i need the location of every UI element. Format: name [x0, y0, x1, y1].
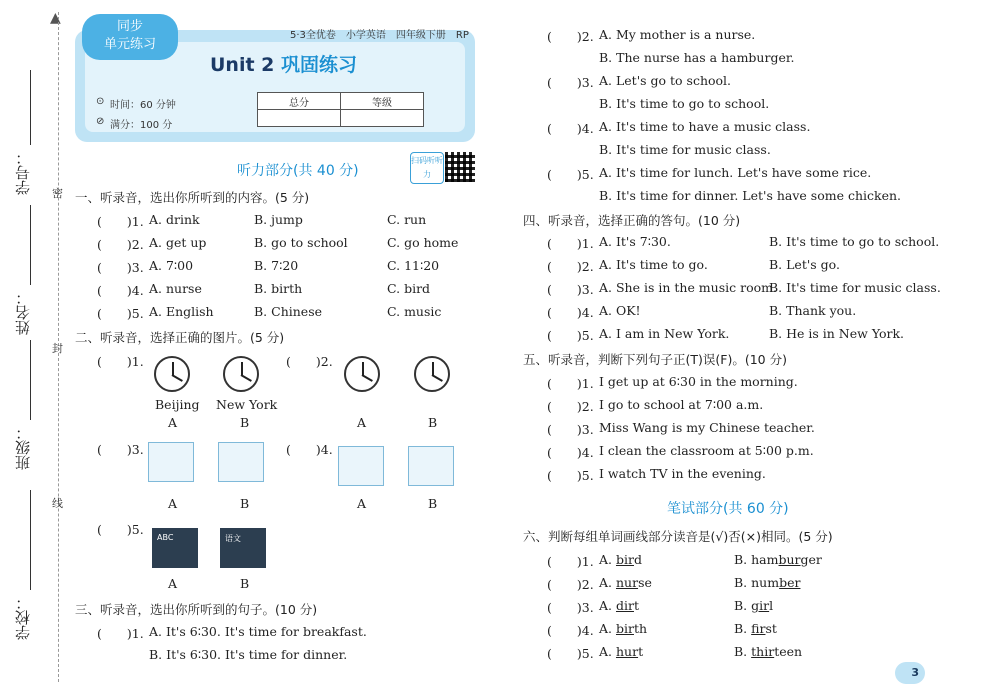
s5-sentence: I get up at 6∶30 in the morning.: [599, 374, 798, 389]
s3-q1-number[interactable]: ( )1.: [97, 626, 144, 641]
s1-option-b[interactable]: B. Chinese: [254, 304, 323, 319]
page-title: [210, 50, 357, 77]
english-class-picture: [152, 528, 198, 568]
s4-option-b[interactable]: B. He is in New York.: [769, 326, 905, 341]
s4-question-number[interactable]: ( )3.: [547, 282, 594, 297]
s1-option-b[interactable]: B. 7∶20: [254, 258, 299, 273]
score-header-total: 总分: [258, 93, 341, 110]
s6-word-a: [599, 598, 639, 613]
s3-option-b[interactable]: B. It's time for dinner. Let's have some chicken.: [599, 188, 902, 203]
s1-option-a[interactable]: A. 7∶00: [149, 258, 194, 273]
s2-q5-option-a[interactable]: A: [168, 576, 178, 591]
bedtime-picture: [148, 442, 194, 482]
s5-question-number[interactable]: ( )4.: [547, 445, 594, 460]
s1-question-number[interactable]: ( )4.: [97, 283, 144, 298]
s1-option-a[interactable]: A. English: [149, 304, 214, 319]
s6-word-a: [599, 552, 642, 567]
s1-option-b[interactable]: B. birth: [254, 281, 303, 296]
s4-question-number[interactable]: ( )2.: [547, 259, 594, 274]
s3-option-a[interactable]: A. It's time for lunch. Let's have some rice.: [599, 165, 872, 180]
seal-mi: 密: [52, 187, 63, 200]
s2-q2-option-a[interactable]: A: [357, 415, 367, 430]
s1-option-a[interactable]: A. get up: [149, 235, 207, 250]
name-line: [30, 205, 31, 285]
s5-sentence: I watch TV in the evening.: [599, 466, 766, 481]
s6-question-number[interactable]: ( )3.: [547, 600, 594, 615]
s3-option-a[interactable]: A. My mother is a nurse.: [599, 27, 756, 42]
s6-word-a: [599, 575, 652, 590]
s6-word-b-pre: B.: [734, 644, 752, 659]
s2-q3-option-a[interactable]: A: [168, 496, 178, 511]
s6-word-b-ul: bur: [778, 552, 801, 567]
s2-q1-option-a[interactable]: A: [168, 415, 178, 430]
section6-heading: 六、判断每组单词画线部分读音是(√)否(×)相同。(5 分): [523, 529, 833, 544]
s1-option-c[interactable]: C. run: [387, 212, 427, 227]
s3-q1-option-b[interactable]: B. It's 6∶30. It's time for dinner.: [149, 647, 348, 662]
s1-question-number[interactable]: ( )5.: [97, 306, 144, 321]
s2-q2-option-b[interactable]: B: [428, 415, 438, 430]
s4-question-number[interactable]: ( )5.: [547, 328, 594, 343]
clock-icon: ⊙: [96, 96, 105, 107]
s6-word-a-ul: bir: [615, 552, 634, 567]
check-icon: ⊘: [96, 116, 105, 127]
score-header-grade: 等级: [341, 93, 424, 110]
section4-heading: 四、听录音，选择正确的答句。(10 分): [523, 213, 741, 228]
seal-xian: 线: [52, 497, 63, 510]
s6-word-a-post: se: [638, 575, 652, 590]
s1-option-c[interactable]: C. music: [387, 304, 442, 319]
s1-option-a[interactable]: A. nurse: [149, 281, 202, 296]
s2-label-newyork: New York: [216, 397, 278, 412]
s3-option-b[interactable]: B. It's time for music class.: [599, 142, 771, 157]
yuwen-board-text: 语文: [225, 534, 241, 543]
page-number: 3: [895, 662, 925, 684]
s2-q5-option-b[interactable]: B: [240, 576, 250, 591]
s5-sentence: I clean the classroom at 5∶00 p.m.: [599, 443, 814, 458]
s3-q1-option-a[interactable]: A. It's 6∶30. It's time for breakfast.: [149, 624, 367, 639]
s2-q4-option-a[interactable]: A: [357, 496, 367, 511]
s6-word-b: [734, 598, 773, 613]
score-table: [257, 92, 424, 127]
s2-q5-number[interactable]: ( )5.: [97, 522, 144, 537]
s6-word-b-post: ger: [800, 552, 822, 567]
s4-option-a[interactable]: A. It's time to go.: [599, 257, 708, 272]
s6-word-b-pre: B.: [734, 621, 752, 636]
binding-strip: [0, 0, 70, 693]
s6-word-a: [599, 621, 647, 636]
s5-sentence: Miss Wang is my Chinese teacher.: [599, 420, 815, 435]
unit-number: Unit 2: [210, 54, 275, 76]
chinese-class-picture: [220, 528, 266, 568]
clock-icon: [344, 356, 380, 392]
section2-heading: 二、听录音，选择正确的图片。(5 分): [75, 330, 285, 345]
s2-q3-option-b[interactable]: B: [240, 496, 250, 511]
s1-option-c[interactable]: C. go home: [387, 235, 459, 250]
s6-question-number[interactable]: ( )4.: [547, 623, 594, 638]
rocket-icon: ▲: [50, 10, 61, 26]
s3-question-number[interactable]: ( )5.: [547, 167, 594, 182]
s6-word-a-post: t: [638, 644, 644, 659]
abc-board-text: ABC: [157, 533, 174, 542]
s1-question-number[interactable]: ( )2.: [97, 237, 144, 252]
badge-line1: 同步: [116, 19, 143, 34]
series-label: 5·3全优卷 小学英语 四年级下册 RP: [290, 30, 469, 41]
s3-option-a[interactable]: A. Let's go to school.: [599, 73, 732, 88]
s6-word-a-ul: hur: [615, 644, 639, 659]
s6-word-a-pre: A.: [599, 621, 616, 636]
s2-q4-option-b[interactable]: B: [428, 496, 438, 511]
clock-icon: [154, 356, 190, 392]
s1-option-c[interactable]: C. 11∶20: [387, 258, 440, 273]
s6-word-b-pre: B. num: [734, 575, 780, 590]
s1-question-number[interactable]: ( )3.: [97, 260, 144, 275]
s6-word-b: [734, 621, 777, 636]
name-label: 姓名：: [14, 290, 32, 335]
s6-word-a-post: t: [633, 598, 639, 613]
s2-q4-number[interactable]: ( )4.: [286, 442, 333, 457]
class-line: [30, 340, 31, 420]
s6-word-a-ul: dir: [615, 598, 634, 613]
s6-word-a-pre: A.: [599, 598, 616, 613]
s6-question-number[interactable]: ( )1.: [547, 554, 594, 569]
seal-feng: 封: [52, 342, 63, 355]
badge-line2: 单元练习: [103, 37, 156, 52]
section3-heading: 三、听录音，选出你所听到的句子。(10 分): [75, 602, 318, 617]
s4-option-a[interactable]: A. It's 7∶30.: [599, 234, 671, 249]
student-no-line: [30, 70, 31, 145]
piano-picture: [408, 446, 454, 486]
s6-word-a: [599, 644, 643, 659]
s1-option-c[interactable]: C. bird: [387, 281, 431, 296]
s6-word-b-pre: B.: [734, 598, 752, 613]
s3-question-number[interactable]: ( )2.: [547, 29, 594, 44]
s2-q3-number[interactable]: ( )3.: [97, 442, 144, 457]
school-line: [30, 490, 31, 590]
s1-question-number[interactable]: ( )1.: [97, 214, 144, 229]
s2-label-beijing: Beijing: [155, 397, 200, 412]
s6-word-b-ul: fir: [751, 621, 766, 636]
s2-q1-number[interactable]: ( )1.: [97, 354, 144, 369]
s6-word-a-pre: A.: [599, 644, 616, 659]
s1-option-a[interactable]: A. drink: [149, 212, 200, 227]
s1-option-b[interactable]: B. go to school: [254, 235, 348, 250]
score-cell-grade[interactable]: [341, 110, 424, 127]
s4-question-number[interactable]: ( )4.: [547, 305, 594, 320]
s6-word-b-ul: ber: [779, 575, 801, 590]
s6-word-a-post: d: [633, 552, 642, 567]
student-no-label: 学号：: [14, 150, 32, 195]
s5-question-number[interactable]: ( )5.: [547, 468, 594, 483]
s5-question-number[interactable]: ( )2.: [547, 399, 594, 414]
qr-code-icon[interactable]: [445, 152, 475, 182]
section5-heading: 五、听录音，判断下列句子正(T)误(F)。(10 分): [523, 352, 787, 367]
s6-word-b-post: l: [769, 598, 774, 613]
s3-option-b[interactable]: B. It's time to go to school.: [599, 96, 770, 111]
s5-question-number[interactable]: ( )3.: [547, 422, 594, 437]
s6-word-b-ul: thir: [751, 644, 775, 659]
listening-heading: 听力部分(共 40 分): [237, 163, 359, 179]
clock-icon: [223, 356, 259, 392]
s5-question-number[interactable]: ( )1.: [547, 376, 594, 391]
s4-option-b[interactable]: B. Thank you.: [769, 303, 857, 318]
night-picture: [218, 442, 264, 482]
s5-sentence: I go to school at 7∶00 a.m.: [599, 397, 764, 412]
s3-question-number[interactable]: ( )3.: [547, 75, 594, 90]
s3-question-number[interactable]: ( )4.: [547, 121, 594, 136]
s4-option-a[interactable]: A. I am in New York.: [599, 326, 730, 341]
s6-word-a-ul: nur: [615, 575, 639, 590]
s6-question-number[interactable]: ( )2.: [547, 577, 594, 592]
school-label: 学校：: [14, 595, 32, 640]
s6-word-b-post: st: [765, 621, 777, 636]
s2-q1-option-b[interactable]: B: [240, 415, 250, 430]
s6-word-b: [734, 552, 822, 567]
s2-q2-number[interactable]: ( )2.: [286, 354, 333, 369]
s6-word-b: [734, 575, 800, 590]
clock-icon: [414, 356, 450, 392]
score-cell-total[interactable]: [258, 110, 341, 127]
writing-heading: 笔试部分(共 60 分): [667, 501, 789, 517]
unit-title-cn: 巩固练习: [281, 54, 358, 76]
time-limit: 时间：60 分钟: [110, 100, 176, 111]
s6-word-b-post: teen: [774, 644, 803, 659]
full-score: 满分：100 分: [110, 120, 173, 131]
s1-option-b[interactable]: B. jump: [254, 212, 303, 227]
class-label: 班级：: [14, 425, 32, 470]
scan-label: [410, 152, 444, 184]
s6-question-number[interactable]: ( )5.: [547, 646, 594, 661]
s4-option-b[interactable]: B. It's time to go to school.: [769, 234, 940, 249]
s4-question-number[interactable]: ( )1.: [547, 236, 594, 251]
s6-word-a-pre: A.: [599, 552, 616, 567]
s3-option-a[interactable]: A. It's time to have a music class.: [599, 119, 811, 134]
s4-option-b[interactable]: B. Let's go.: [769, 257, 840, 272]
unit-badge: [82, 14, 178, 60]
s6-word-a-post: th: [633, 621, 648, 636]
section1-heading: 一、听录音，选出你所听到的内容。(5 分): [75, 190, 310, 205]
s4-option-a[interactable]: A. She is in the music room.: [599, 280, 777, 295]
s6-word-a-ul: bir: [615, 621, 634, 636]
s6-word-b: [734, 644, 802, 659]
s6-word-b-pre: B. ham: [734, 552, 779, 567]
s6-word-b-ul: gir: [751, 598, 770, 613]
s4-option-a[interactable]: A. OK!: [599, 303, 641, 318]
s4-option-b[interactable]: B. It's time for music class.: [769, 280, 941, 295]
scan-text: 扫码听听力: [411, 156, 443, 179]
s3-option-b[interactable]: B. The nurse has a hamburger.: [599, 50, 795, 65]
playing-children-picture: [338, 446, 384, 486]
s6-word-a-pre: A.: [599, 575, 616, 590]
